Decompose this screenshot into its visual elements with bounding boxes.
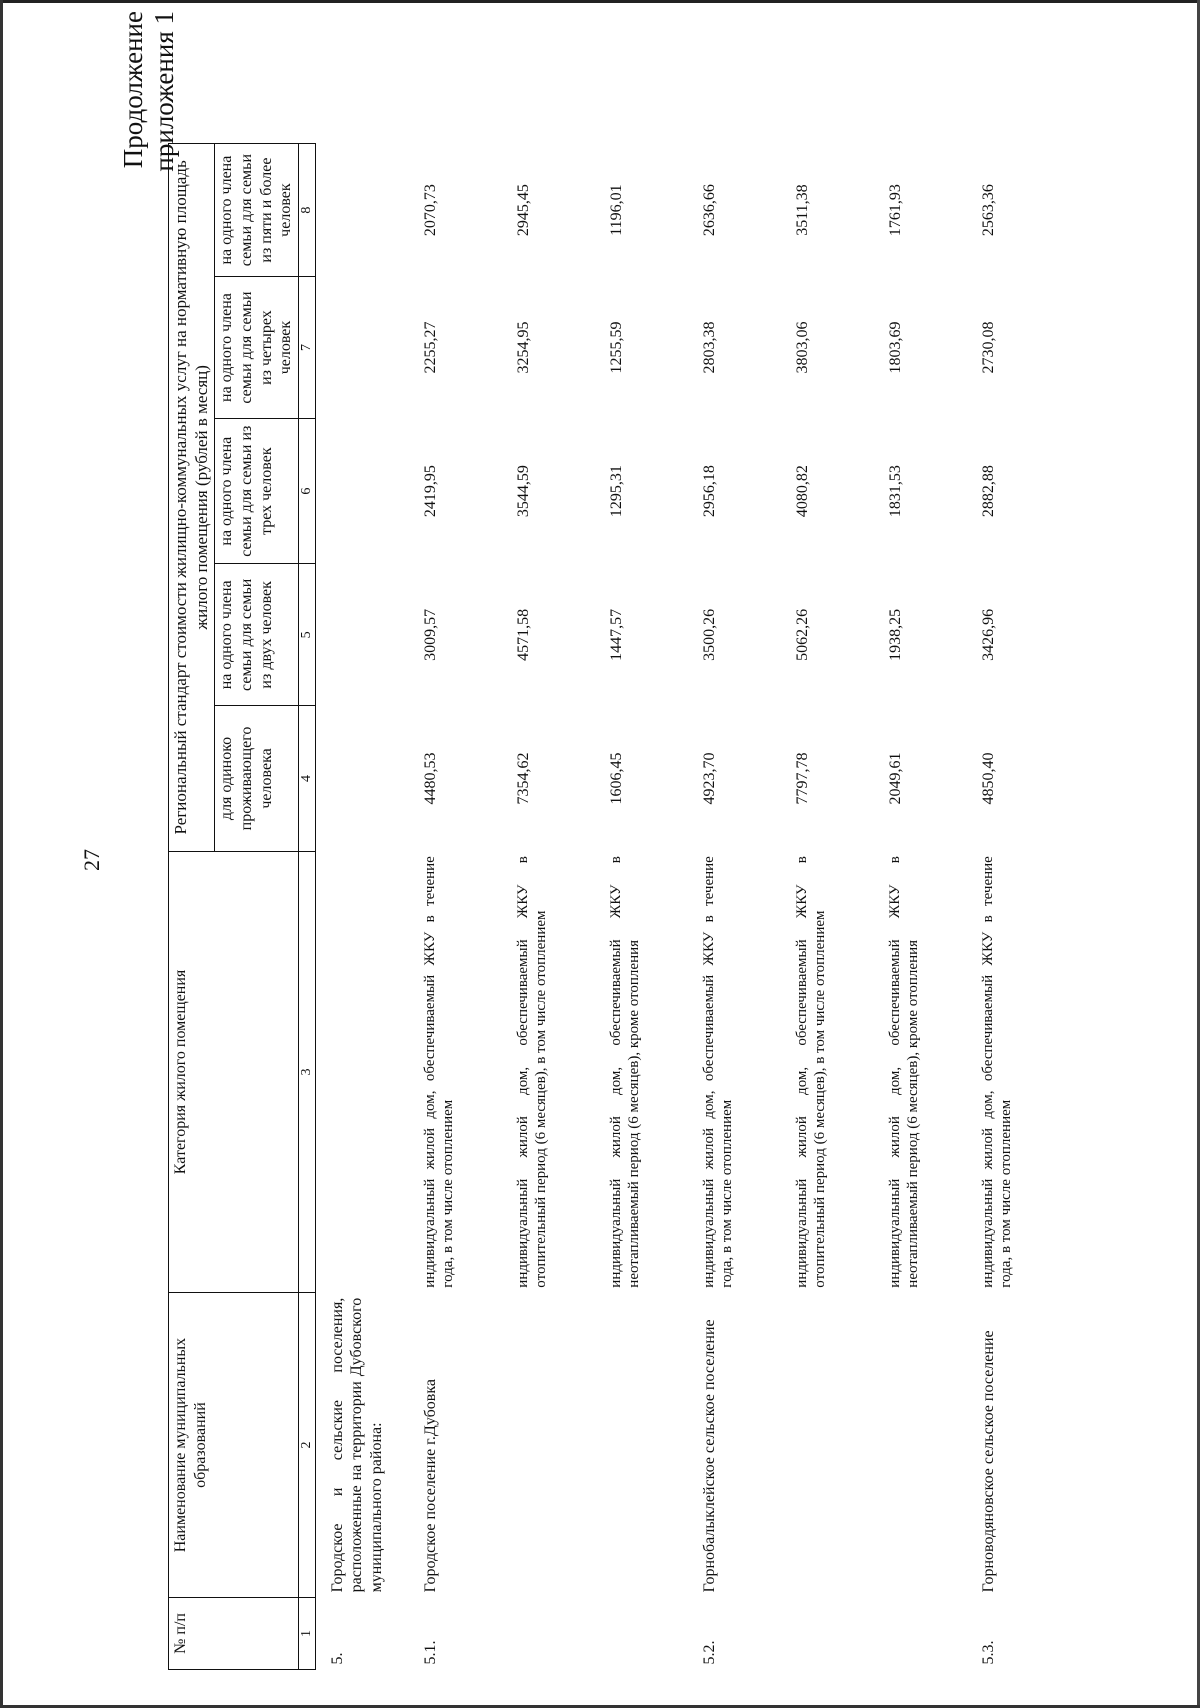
table-row (694, 144, 787, 1670)
standard-value: 3511,38 (793, 184, 811, 236)
standard-value: 2049,61 (886, 752, 904, 805)
standard-value: 3544,59 (514, 465, 532, 518)
row-number (880, 1597, 973, 1669)
standard-value: 5062,26 (793, 608, 811, 661)
header-sub-3: на одного члена семьи для семьи из трех человек (215, 418, 298, 564)
header-name: Наименование муниципальных образований (169, 1293, 299, 1598)
standard-value: 2419,95 (421, 465, 439, 518)
standard-value: 3426,96 (979, 608, 997, 661)
standard-value: 2255,27 (421, 321, 439, 374)
municipality-name (787, 1293, 880, 1598)
header-sub-5: на одного члена семьи для семьи из пяти и более человек (215, 144, 298, 277)
housing-category: индивидуальный жилой дом, обеспечиваемый ЖКУ в течение года, в том числе отоплением (421, 856, 456, 1288)
table-header (169, 144, 316, 1670)
row-number: 5. (328, 1652, 346, 1665)
header-category: Категория жилого помещения (169, 851, 299, 1293)
row-number (601, 1597, 694, 1669)
standard-value: 4571,58 (514, 608, 532, 661)
standard-value (315, 418, 415, 564)
standard-value (315, 564, 415, 706)
row-number: 5.3. (979, 1640, 997, 1665)
standard-value: 2803,38 (700, 321, 718, 374)
header-num: № п/п (169, 1597, 299, 1669)
table-row (508, 144, 601, 1670)
standard-value: 2882,88 (979, 465, 997, 518)
tariff-table (168, 143, 1066, 1670)
table-row (415, 144, 508, 1670)
standard-value: 2070,73 (421, 184, 439, 237)
column-number: 3 (298, 851, 315, 1293)
standard-value: 1831,53 (886, 465, 904, 518)
municipality-name: Городское и сельские поселения, расположенные на территории Дубовского муниципального района: (328, 1297, 385, 1593)
standard-value: 7354,62 (514, 752, 532, 805)
table-row (787, 144, 880, 1670)
standard-value: 2956,18 (700, 465, 718, 518)
standard-value: 3803,06 (793, 321, 811, 374)
standard-value: 3500,26 (700, 608, 718, 661)
column-number: 6 (298, 418, 315, 564)
standard-value: 1938,25 (886, 608, 904, 661)
standard-value: 1761,93 (886, 184, 904, 237)
page-number: 27 (79, 849, 104, 871)
standard-value: 3009,57 (421, 608, 439, 661)
header-group: Региональный стандарт стоимости жилищно-коммунальных услуг на нормативную площадь жилого помещения (рублей в месяц) (169, 144, 215, 852)
housing-category: индивидуальный жилой дом, обеспечиваемый ЖКУ в неотапливаемый период (6 месяцев), кроме отопления (607, 856, 642, 1288)
standard-value: 1803,69 (886, 321, 904, 374)
column-numbers-row (298, 144, 315, 1670)
column-number: 2 (298, 1293, 315, 1598)
column-number: 4 (298, 706, 315, 852)
standard-value: 4480,53 (421, 752, 439, 805)
row-number (508, 1597, 601, 1669)
municipality-name: Горнобалыклейское сельское поселение (700, 1319, 718, 1593)
column-number: 1 (298, 1597, 315, 1669)
table-body (315, 144, 1066, 1670)
standard-value: 1295,31 (607, 465, 625, 518)
standard-value: 1196,01 (607, 184, 625, 236)
standard-value (315, 277, 415, 419)
standard-value: 1606,45 (607, 752, 625, 805)
housing-category: индивидуальный жилой дом, обеспечиваемый ЖКУ в течение года, в том числе отоплением (700, 856, 735, 1288)
row-number (787, 1597, 880, 1669)
municipality-name (880, 1293, 973, 1598)
housing-category (315, 851, 415, 1293)
municipality-name: Городское поселение г.Дубовка (421, 1379, 439, 1593)
header-sub-1: для одиноко проживающего человека (215, 706, 298, 852)
column-number: 8 (298, 144, 315, 277)
municipality-name (508, 1293, 601, 1598)
standard-value: 4923,70 (700, 752, 718, 805)
standard-value: 2563,36 (979, 184, 997, 237)
row-number: 5.2. (700, 1640, 718, 1665)
standard-value: 1255,59 (607, 321, 625, 374)
table-row (601, 144, 694, 1670)
housing-category: индивидуальный жилой дом, обеспечиваемый ЖКУ в отопительный период (6 месяцев), в том числе отоплением (514, 856, 549, 1288)
housing-category: индивидуальный жилой дом, обеспечиваемый ЖКУ в отопительный период (6 месяцев), в том числе отоплением (793, 856, 828, 1288)
housing-category: индивидуальный жилой дом, обеспечиваемый ЖКУ в неотапливаемый период (6 месяцев), кроме отопления (886, 856, 921, 1288)
continuation-caption: Продолжение приложения 1 (118, 11, 179, 172)
standard-value (315, 706, 415, 852)
standard-value: 4850,40 (979, 752, 997, 805)
municipality-name (601, 1293, 694, 1598)
housing-category: индивидуальный жилой дом, обеспечиваемый ЖКУ в течение года, в том числе отоплением (979, 856, 1014, 1288)
municipality-name: Горноводяновское сельское поселение (979, 1330, 997, 1593)
header-sub-4: на одного члена семьи для семьи из четырех человек (215, 277, 298, 419)
table-row (880, 144, 973, 1670)
column-number: 7 (298, 277, 315, 419)
standard-value: 2945,45 (514, 184, 532, 237)
standard-value (315, 144, 415, 277)
table-row (315, 144, 415, 1670)
table-row (973, 144, 1066, 1670)
column-number: 5 (298, 564, 315, 706)
header-sub-2: на одного члена семьи для семьи из двух человек (215, 564, 298, 706)
standard-value: 2730,08 (979, 321, 997, 374)
row-number: 5.1. (421, 1640, 439, 1665)
standard-value: 4080,82 (793, 465, 811, 518)
standard-value: 7797,78 (793, 752, 811, 805)
standard-value: 3254,95 (514, 321, 532, 374)
standard-value: 1447,57 (607, 608, 625, 661)
standard-value: 2636,66 (700, 184, 718, 237)
